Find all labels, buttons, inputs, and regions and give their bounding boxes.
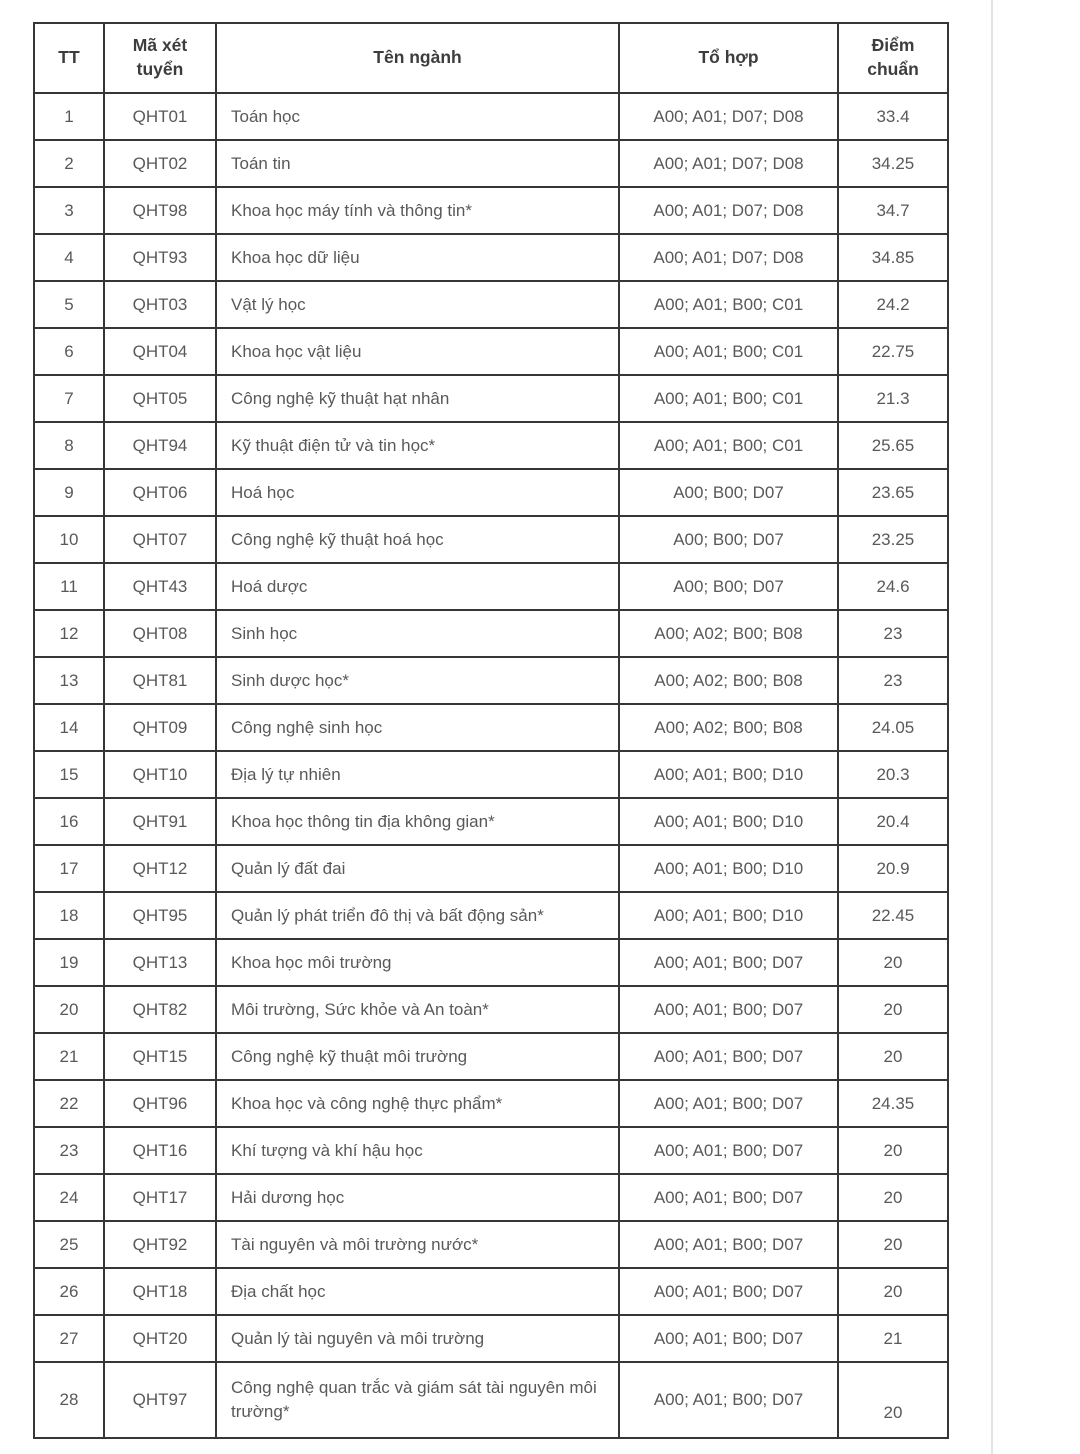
table-row bbox=[34, 516, 948, 563]
cell-score: 33.4 bbox=[838, 93, 948, 140]
cell-score: 25.65 bbox=[838, 422, 948, 469]
cell-name: Địa lý tự nhiên bbox=[216, 751, 619, 798]
table-row bbox=[34, 798, 948, 845]
cell-name: Hoá dược bbox=[216, 563, 619, 610]
table-row bbox=[34, 845, 948, 892]
cell-code: QHT96 bbox=[104, 1080, 216, 1127]
cell-tt: 14 bbox=[34, 704, 104, 751]
cell-score: 21 bbox=[838, 1315, 948, 1362]
cell-code: QHT18 bbox=[104, 1268, 216, 1315]
cell-tt: 1 bbox=[34, 93, 104, 140]
cell-combo: A00; A01; B00; D07 bbox=[619, 1033, 838, 1080]
table-header bbox=[34, 23, 948, 93]
table-body bbox=[34, 93, 948, 1438]
cell-score: 20 bbox=[838, 1174, 948, 1221]
cell-combo: A00; A01; B00; D07 bbox=[619, 1174, 838, 1221]
cell-code: QHT82 bbox=[104, 986, 216, 1033]
cell-code: QHT12 bbox=[104, 845, 216, 892]
cell-combo: A00; A02; B00; B08 bbox=[619, 657, 838, 704]
cell-name: Khoa học máy tính và thông tin* bbox=[216, 187, 619, 234]
cell-tt: 22 bbox=[34, 1080, 104, 1127]
cell-score: 34.7 bbox=[838, 187, 948, 234]
header-row bbox=[34, 23, 948, 93]
table-row bbox=[34, 986, 948, 1033]
cell-name: Quản lý đất đai bbox=[216, 845, 619, 892]
table-row bbox=[34, 1033, 948, 1080]
column-header-score: Điểm chuẩn bbox=[838, 23, 948, 93]
cell-tt: 9 bbox=[34, 469, 104, 516]
cell-name: Công nghệ kỹ thuật hoá học bbox=[216, 516, 619, 563]
cell-code: QHT06 bbox=[104, 469, 216, 516]
cell-code: QHT10 bbox=[104, 751, 216, 798]
cell-score: 23.25 bbox=[838, 516, 948, 563]
cell-name: Khoa học dữ liệu bbox=[216, 234, 619, 281]
table-row bbox=[34, 375, 948, 422]
cell-tt: 3 bbox=[34, 187, 104, 234]
cell-score: 24.6 bbox=[838, 563, 948, 610]
cell-name: Quản lý tài nguyên và môi trường bbox=[216, 1315, 619, 1362]
cell-tt: 7 bbox=[34, 375, 104, 422]
cell-score: 21.3 bbox=[838, 375, 948, 422]
cell-score: 23.65 bbox=[838, 469, 948, 516]
cell-name: Tài nguyên và môi trường nước* bbox=[216, 1221, 619, 1268]
cell-tt: 19 bbox=[34, 939, 104, 986]
cell-tt: 6 bbox=[34, 328, 104, 375]
cell-tt: 2 bbox=[34, 140, 104, 187]
cell-tt: 4 bbox=[34, 234, 104, 281]
column-header-combo: Tổ hợp bbox=[619, 23, 838, 93]
table-row bbox=[34, 704, 948, 751]
cell-combo: A00; A01; D07; D08 bbox=[619, 140, 838, 187]
cell-code: QHT17 bbox=[104, 1174, 216, 1221]
cell-tt: 27 bbox=[34, 1315, 104, 1362]
cell-code: QHT03 bbox=[104, 281, 216, 328]
admission-scores-table-container bbox=[33, 22, 949, 1439]
cell-code: QHT94 bbox=[104, 422, 216, 469]
cell-combo: A00; A01; B00; D10 bbox=[619, 751, 838, 798]
table-row bbox=[34, 657, 948, 704]
table-row bbox=[34, 1174, 948, 1221]
cell-tt: 28 bbox=[34, 1362, 104, 1438]
cell-combo: A00; A01; D07; D08 bbox=[619, 187, 838, 234]
table-row bbox=[34, 1080, 948, 1127]
table-row bbox=[34, 328, 948, 375]
cell-tt: 12 bbox=[34, 610, 104, 657]
cell-code: QHT13 bbox=[104, 939, 216, 986]
table-row bbox=[34, 93, 948, 140]
cell-combo: A00; A01; B00; D07 bbox=[619, 1315, 838, 1362]
table-row bbox=[34, 1221, 948, 1268]
cell-name: Vật lý học bbox=[216, 281, 619, 328]
cell-score: 23 bbox=[838, 657, 948, 704]
table-row bbox=[34, 281, 948, 328]
admission-scores-table bbox=[33, 22, 949, 1439]
cell-name: Môi trường, Sức khỏe và An toàn* bbox=[216, 986, 619, 1033]
cell-combo: A00; A02; B00; B08 bbox=[619, 704, 838, 751]
cell-combo: A00; B00; D07 bbox=[619, 516, 838, 563]
cell-combo: A00; A01; B00; C01 bbox=[619, 375, 838, 422]
cell-combo: A00; A01; B00; D07 bbox=[619, 1268, 838, 1315]
cell-tt: 13 bbox=[34, 657, 104, 704]
cell-tt: 17 bbox=[34, 845, 104, 892]
cell-score: 20 bbox=[838, 1127, 948, 1174]
cell-code: QHT08 bbox=[104, 610, 216, 657]
cell-code: QHT91 bbox=[104, 798, 216, 845]
cell-score: 24.05 bbox=[838, 704, 948, 751]
cell-score: 20.9 bbox=[838, 845, 948, 892]
cell-tt: 11 bbox=[34, 563, 104, 610]
cell-tt: 18 bbox=[34, 892, 104, 939]
cell-name: Khoa học môi trường bbox=[216, 939, 619, 986]
cell-score: 20.4 bbox=[838, 798, 948, 845]
cell-score: 22.45 bbox=[838, 892, 948, 939]
table-row bbox=[34, 751, 948, 798]
cell-name: Toán tin bbox=[216, 140, 619, 187]
cell-name: Khoa học vật liệu bbox=[216, 328, 619, 375]
cell-tt: 23 bbox=[34, 1127, 104, 1174]
cell-code: QHT81 bbox=[104, 657, 216, 704]
cell-tt: 26 bbox=[34, 1268, 104, 1315]
table-row bbox=[34, 1315, 948, 1362]
cell-name: Khoa học thông tin địa không gian* bbox=[216, 798, 619, 845]
cell-score: 20.3 bbox=[838, 751, 948, 798]
cell-combo: A00; A01; B00; D10 bbox=[619, 845, 838, 892]
table-row bbox=[34, 422, 948, 469]
cell-combo: A00; A01; B00; D07 bbox=[619, 1362, 838, 1438]
cell-combo: A00; A01; B00; D07 bbox=[619, 1221, 838, 1268]
table-row bbox=[34, 563, 948, 610]
cell-combo: A00; A01; B00; D07 bbox=[619, 1127, 838, 1174]
cell-code: QHT02 bbox=[104, 140, 216, 187]
cell-name: Khoa học và công nghệ thực phẩm* bbox=[216, 1080, 619, 1127]
cell-combo: A00; A01; D07; D08 bbox=[619, 93, 838, 140]
table-row bbox=[34, 234, 948, 281]
table-row bbox=[34, 1268, 948, 1315]
table-row bbox=[34, 469, 948, 516]
cell-combo: A00; B00; D07 bbox=[619, 469, 838, 516]
column-header-name: Tên ngành bbox=[216, 23, 619, 93]
cell-code: QHT98 bbox=[104, 187, 216, 234]
cell-name: Khí tượng và khí hậu học bbox=[216, 1127, 619, 1174]
cell-tt: 25 bbox=[34, 1221, 104, 1268]
cell-name: Địa chất học bbox=[216, 1268, 619, 1315]
cell-combo: A00; B00; D07 bbox=[619, 563, 838, 610]
cell-tt: 24 bbox=[34, 1174, 104, 1221]
cell-code: QHT05 bbox=[104, 375, 216, 422]
column-header-tt: TT bbox=[34, 23, 104, 93]
cell-score: 24.2 bbox=[838, 281, 948, 328]
cell-name: Sinh dược học* bbox=[216, 657, 619, 704]
cell-tt: 20 bbox=[34, 986, 104, 1033]
cell-score: 20 bbox=[838, 1362, 948, 1438]
table-row bbox=[34, 187, 948, 234]
cell-name: Toán học bbox=[216, 93, 619, 140]
cell-combo: A00; A01; B00; D10 bbox=[619, 798, 838, 845]
cell-score: 34.85 bbox=[838, 234, 948, 281]
cell-name: Công nghệ quan trắc và giám sát tài nguyên môi trường* bbox=[216, 1362, 619, 1438]
cell-combo: A00; A01; B00; C01 bbox=[619, 328, 838, 375]
cell-combo: A00; A01; B00; D07 bbox=[619, 1080, 838, 1127]
cell-name: Kỹ thuật điện tử và tin học* bbox=[216, 422, 619, 469]
cell-score: 20 bbox=[838, 1221, 948, 1268]
cell-score: 20 bbox=[838, 1268, 948, 1315]
cell-code: QHT92 bbox=[104, 1221, 216, 1268]
cell-code: QHT16 bbox=[104, 1127, 216, 1174]
cell-code: QHT04 bbox=[104, 328, 216, 375]
cell-name: Quản lý phát triển đô thị và bất động sản* bbox=[216, 892, 619, 939]
table-row bbox=[34, 1362, 948, 1438]
cell-combo: A00; A01; B00; D07 bbox=[619, 986, 838, 1033]
cell-name: Hải dương học bbox=[216, 1174, 619, 1221]
cell-score: 20 bbox=[838, 986, 948, 1033]
cell-combo: A00; A01; B00; D10 bbox=[619, 892, 838, 939]
cell-name: Công nghệ kỹ thuật hạt nhân bbox=[216, 375, 619, 422]
table-row bbox=[34, 1127, 948, 1174]
cell-tt: 10 bbox=[34, 516, 104, 563]
cell-tt: 16 bbox=[34, 798, 104, 845]
content-edge-divider bbox=[991, 0, 993, 1454]
cell-name: Công nghệ sinh học bbox=[216, 704, 619, 751]
cell-score: 20 bbox=[838, 939, 948, 986]
cell-combo: A00; A01; B00; C01 bbox=[619, 281, 838, 328]
column-header-code: Mã xét tuyển bbox=[104, 23, 216, 93]
cell-score: 34.25 bbox=[838, 140, 948, 187]
cell-combo: A00; A01; D07; D08 bbox=[619, 234, 838, 281]
table-row bbox=[34, 939, 948, 986]
cell-tt: 21 bbox=[34, 1033, 104, 1080]
cell-name: Hoá học bbox=[216, 469, 619, 516]
table-row bbox=[34, 140, 948, 187]
cell-score: 22.75 bbox=[838, 328, 948, 375]
cell-code: QHT20 bbox=[104, 1315, 216, 1362]
cell-tt: 8 bbox=[34, 422, 104, 469]
cell-code: QHT09 bbox=[104, 704, 216, 751]
cell-name: Sinh học bbox=[216, 610, 619, 657]
cell-tt: 15 bbox=[34, 751, 104, 798]
cell-code: QHT93 bbox=[104, 234, 216, 281]
cell-score: 20 bbox=[838, 1033, 948, 1080]
cell-score: 23 bbox=[838, 610, 948, 657]
cell-combo: A00; A01; B00; C01 bbox=[619, 422, 838, 469]
cell-code: QHT15 bbox=[104, 1033, 216, 1080]
cell-tt: 5 bbox=[34, 281, 104, 328]
cell-code: QHT97 bbox=[104, 1362, 216, 1438]
cell-code: QHT43 bbox=[104, 563, 216, 610]
table-row bbox=[34, 610, 948, 657]
cell-score: 24.35 bbox=[838, 1080, 948, 1127]
cell-code: QHT95 bbox=[104, 892, 216, 939]
cell-combo: A00; A02; B00; B08 bbox=[619, 610, 838, 657]
cell-name: Công nghệ kỹ thuật môi trường bbox=[216, 1033, 619, 1080]
cell-code: QHT01 bbox=[104, 93, 216, 140]
cell-code: QHT07 bbox=[104, 516, 216, 563]
cell-combo: A00; A01; B00; D07 bbox=[619, 939, 838, 986]
table-row bbox=[34, 892, 948, 939]
